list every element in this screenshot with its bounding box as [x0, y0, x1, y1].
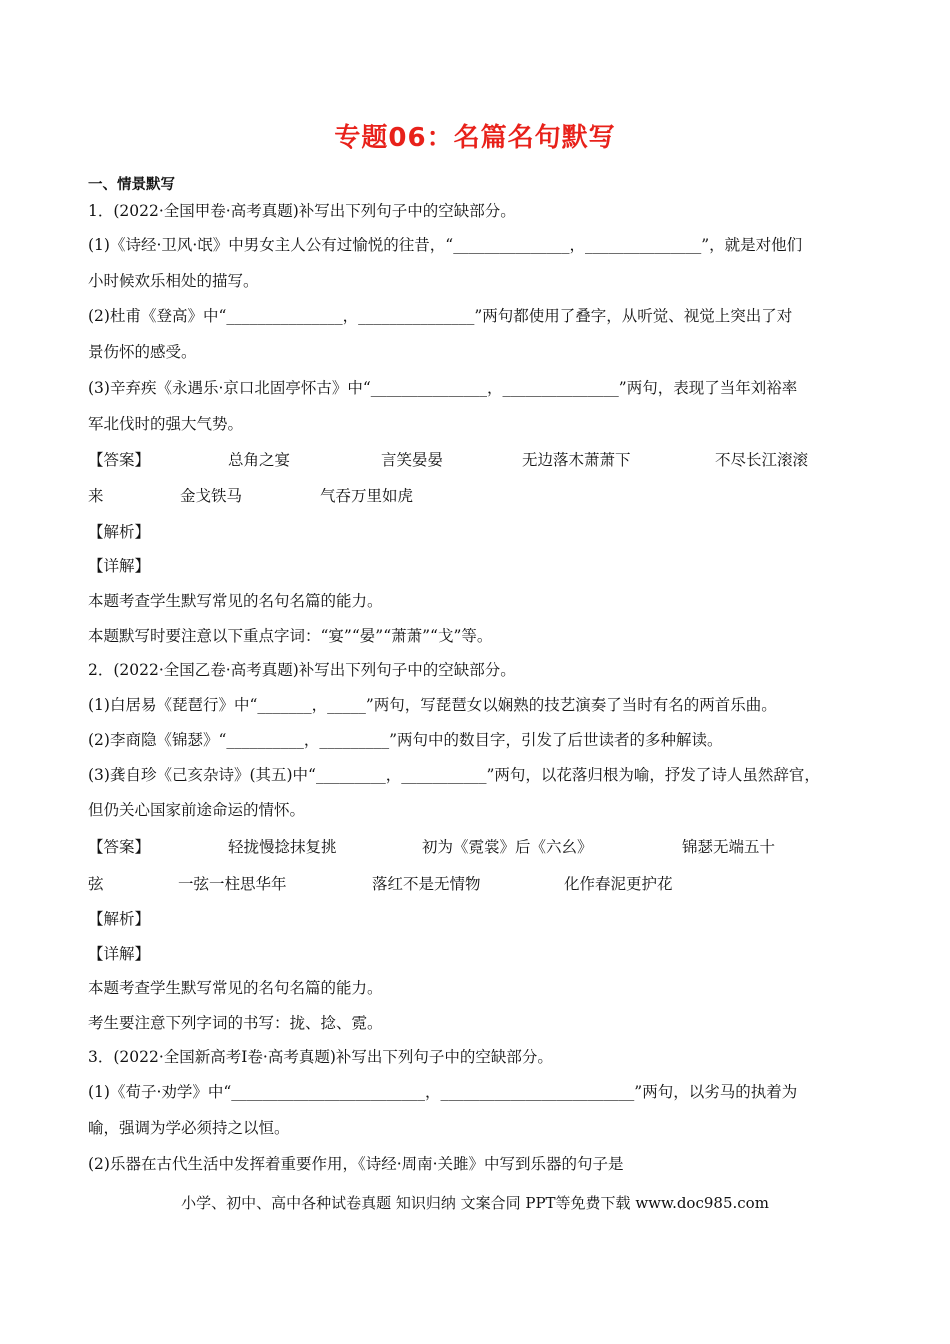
- page-title: 专题06：名篇名句默写: [334, 123, 616, 153]
- q2-part3-line2: 但仍关心国家前途命运的情怀。: [88, 801, 306, 819]
- q1-stem: 1．(2022·全国甲卷·高考真题)补写出下列句子中的空缺部分。: [88, 202, 516, 220]
- q2-answer-item: 轻拢慢捻抹复挑: [228, 838, 337, 856]
- q2-answer-item: 化作春泥更护花: [564, 875, 673, 893]
- q1-part1-line2: 小时候欢乐相处的描写。: [88, 272, 259, 290]
- q1-answer-item: 气吞万里如虎: [320, 487, 414, 505]
- q3-part1-line2: 喻，强调为学必须持之以恒。: [88, 1119, 290, 1137]
- q1-answer-item: 无边落木萧萧下: [522, 451, 631, 469]
- q3-part1-line1: (1)《荀子·劝学》中“_________________________，_________________________”两句，以劣马的执着为: [88, 1083, 798, 1101]
- q2-answer-item: 弦: [88, 875, 104, 893]
- q1-part1-line1: (1)《诗经·卫风·氓》中男女主人公有过愉悦的往昔，“_______________，_______________”，就是对他们: [88, 236, 803, 254]
- q1-answer-item: 总角之宴: [228, 451, 291, 469]
- q2-part1: (1)白居易《琵琶行》中“_______，_____”两句，写琵琶女以娴熟的技艺演奏了当时有名的两首乐曲。: [88, 696, 777, 714]
- q1-answer-item: 来: [88, 487, 104, 505]
- q2-detail-label: 【详解】: [88, 945, 151, 963]
- q1-detail-text: 本题考查学生默写常见的名句名篇的能力。: [88, 592, 383, 610]
- q1-part3-line1: (3)辛弃疾《永遇乐·京口北固亭怀古》中“_______________，_______________”两句，表现了当年刘裕率: [88, 379, 798, 397]
- q1-detail-text: 本题默写时要注意以下重点字词：“宴”“晏”“萧萧”“戈”等。: [88, 627, 493, 645]
- q2-answer-label: 【答案】: [88, 838, 151, 856]
- q2-part2: (2)李商隐《锦瑟》“__________，_________”两句中的数目字，引发了后世读者的多种解读。: [88, 731, 723, 749]
- q3-part2: (2)乐器在古代生活中发挥着重要作用，《诗经·周南·关雎》中写到乐器的句子是: [88, 1155, 624, 1173]
- q2-answer-item: 初为《霓裳》后《六幺》: [422, 838, 593, 856]
- q1-analysis-label: 【解析】: [88, 523, 151, 541]
- q1-part2-line1: (2)杜甫《登高》中“_______________，_______________”两句都使用了叠字，从听觉、视觉上突出了对: [88, 307, 793, 325]
- q2-answer-item: 锦瑟无端五十: [682, 838, 776, 856]
- q1-answer-label: 【答案】: [88, 451, 151, 469]
- section-heading: 一、情景默写: [88, 177, 175, 193]
- q1-part3-line2: 军北伐时的强大气势。: [88, 415, 244, 433]
- q1-answer-item: 不尽长江滚滚: [715, 451, 809, 469]
- q2-stem: 2．(2022·全国乙卷·高考真题)补写出下列句子中的空缺部分。: [88, 661, 516, 679]
- q1-answer-item: 言笑晏晏: [381, 451, 444, 469]
- q1-detail-label: 【详解】: [88, 557, 151, 575]
- q2-answer-item: 落红不是无情物: [372, 875, 481, 893]
- q2-analysis-label: 【解析】: [88, 910, 151, 928]
- q2-answer-item: 一弦一柱思华年: [178, 875, 287, 893]
- q2-detail-text: 本题考查学生默写常见的名句名篇的能力。: [88, 979, 383, 997]
- page-footer: 小学、初中、高中各种试卷真题 知识归纳 文案合同 PPT等免费下载 www.doc985.com: [181, 1194, 769, 1212]
- q2-detail-text: 考生要注意下列字词的书写：拢、捻、霓。: [88, 1014, 383, 1032]
- q2-part3-line1: (3)龚自珍《己亥杂诗》(其五)中“_________，___________”两句，以花落归根为喻，抒发了诗人虽然辞官，: [88, 766, 820, 784]
- q3-stem: 3．(2022·全国新高考I卷·高考真题)补写出下列句子中的空缺部分。: [88, 1048, 553, 1066]
- q1-part2-line2: 景伤怀的感受。: [88, 343, 197, 361]
- q1-answer-item: 金戈铁马: [180, 487, 243, 505]
